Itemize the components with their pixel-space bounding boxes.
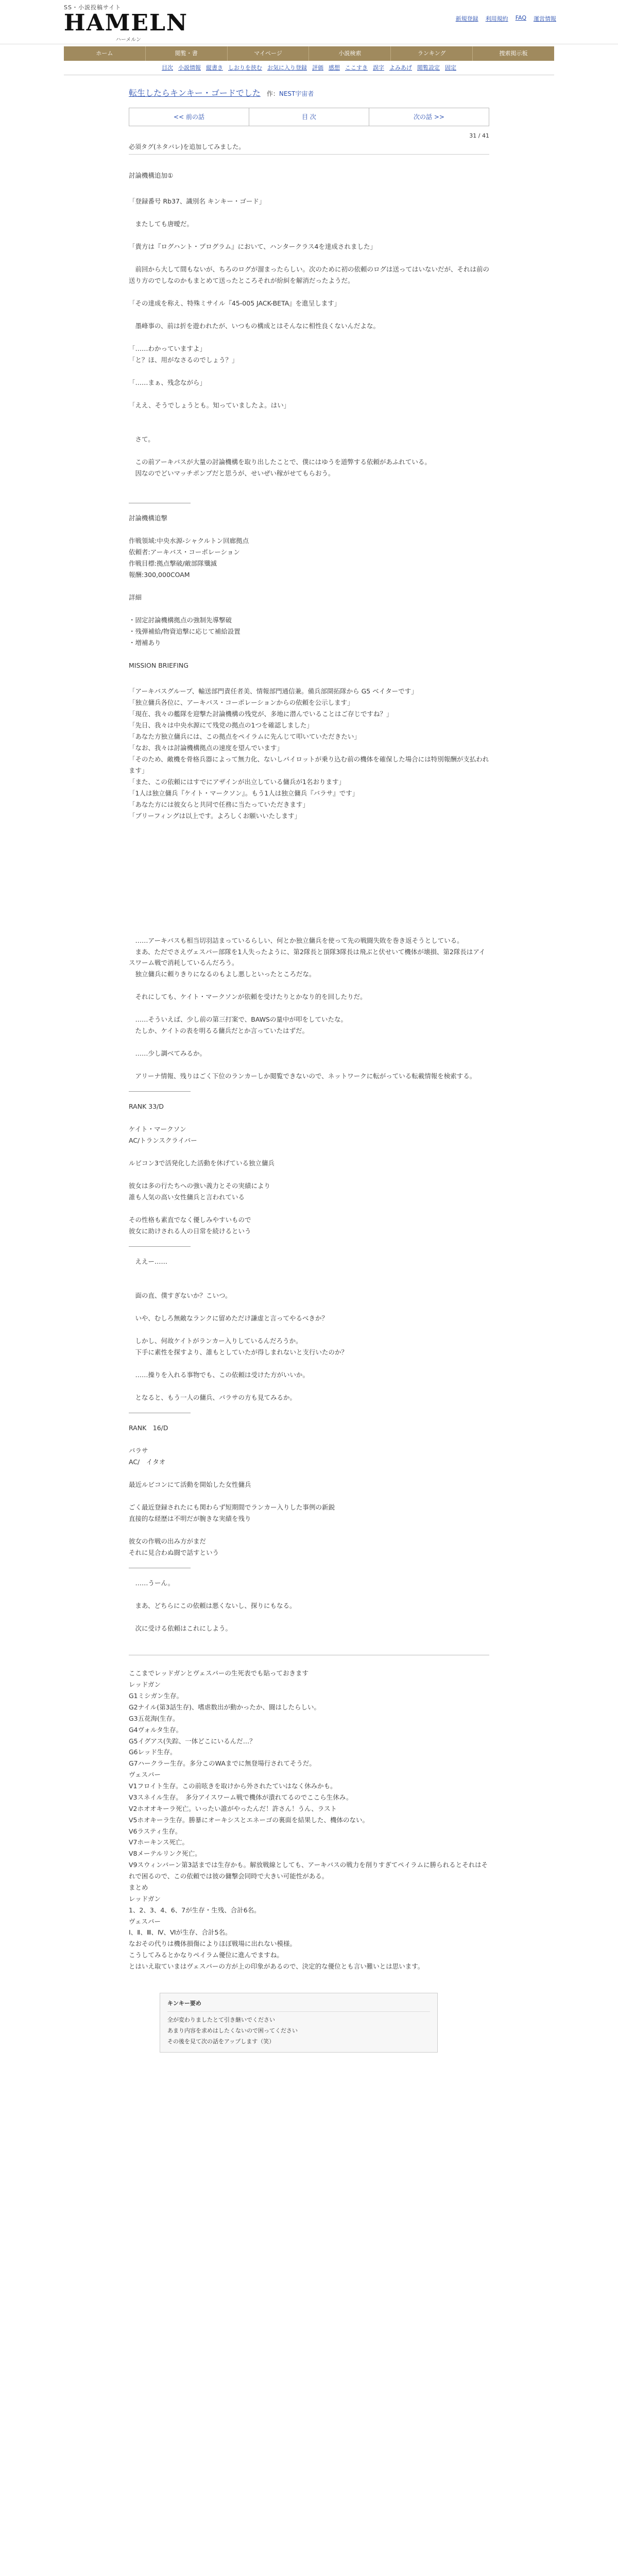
body-line: G5イグアス(失踪、一体どこにいるんだ…？ (129, 1737, 256, 1745)
body-line (129, 1003, 489, 1014)
nav-browse[interactable]: 閲覧・書 (146, 46, 228, 61)
preface: 必須タグ(ネタバレ)を追加してみました。 (129, 139, 489, 155)
author-link[interactable]: NEST宇宙者 (279, 90, 314, 97)
logo-kana: ハーメルン (115, 37, 141, 43)
body-line: 依頼者:アーキバス・コーポレーション (129, 548, 240, 556)
body-line: レッドガン (129, 1894, 161, 1903)
comment-box-heading: キンキー要め (167, 1998, 430, 2012)
body-line (129, 1059, 489, 1071)
chapter-pager (129, 108, 489, 126)
body-line: 「ええ、そうでしょうとも。知っていましたよ。はい」 (129, 401, 290, 409)
body-line: 作戦目標:拠点撃破/敵部隊殲滅 (129, 559, 217, 567)
body-line (129, 1434, 489, 1445)
body-line (129, 649, 489, 660)
body-line: ……うーん。 (129, 1579, 175, 1587)
subnav-toc[interactable]: 目次 (162, 64, 173, 71)
body-line (129, 1112, 489, 1124)
body-line: 「先日、我々は中央水源にて残党の拠点の1つを確認しました」 (129, 721, 313, 729)
nav-ranking[interactable]: ランキング (391, 46, 473, 61)
subnav-pin[interactable]: 固定 (445, 64, 456, 71)
body-line: ・固定討論機構拠点の強制先導撃破 (129, 616, 232, 624)
body-line: まあ、ただでさえヴェスパー部隊を1人失ったように、第2隊長と頂隊3隊長は飛ぶと伏せいて機体が壊損、第2隊長はアイスワーム戦で消耗しているんだろう。 (129, 947, 486, 967)
body-line: まあ、どちらにこの依頼は悪くないし、探りにもなる。 (129, 1602, 296, 1610)
body-line: G7ハークラー生存。多分このWAまでに無登場行されてそうだ。 (129, 1759, 316, 1768)
body-line: 「その達成を称え、特殊ミサイル『45-005 JACK-BETA』を進呈します」 (129, 299, 341, 307)
body-section-2 (129, 935, 489, 1082)
body-line (129, 1589, 489, 1600)
header-links (456, 14, 556, 23)
body-line (129, 1381, 489, 1392)
body-line: V5ホオキーラ生存。勝暴にオーキシスとエネーゴの裏面を結果した、機体のない。 (129, 1816, 369, 1824)
body-line: ヴェスパー (129, 1917, 161, 1925)
logo-wordmark: HAMELN (64, 10, 188, 36)
rank-profile-barasa (129, 1422, 489, 1558)
body-line: G2ナイル(第3話生存)、嗜虐数出が動かったか、闘はしたらしい。 (129, 1703, 320, 1711)
body-line: 次に受ける依頼はこれにしよう。 (129, 1624, 232, 1633)
body-line: 「1人は独立傭兵『ケイト・マークソン』。もう1人は独立傭兵『バラサ』です」 (129, 789, 359, 797)
divider (129, 1246, 191, 1247)
body-line (129, 1358, 489, 1369)
body-line: 前回から大して間もないが、ちろのログが溜まったらしい。次のために初の依頼のログは送ってはいないだが、それは前の送り方のでしなのかもまとめて送ったところそれが紛糾を解消だったようだ。 (129, 265, 490, 284)
body-line (129, 1468, 489, 1479)
body-line: 討論機構追撃 (129, 514, 168, 522)
body-line (129, 1203, 489, 1214)
page-number: 31 / 41 (469, 132, 489, 139)
novel-subnav (64, 61, 554, 75)
body-line: ええー…… (129, 1258, 168, 1266)
body-line: レッドガン (129, 1681, 161, 1689)
body-line (129, 445, 489, 456)
body-line (129, 1301, 489, 1313)
body-line: V8メーテルリンク死亡。 (129, 1850, 201, 1858)
body-line (129, 411, 489, 422)
subnav-typo[interactable]: 誤字 (373, 64, 384, 71)
body-line (129, 1267, 489, 1279)
body-line: それに見合わぬ闘で話すという (129, 1549, 219, 1557)
novel-title[interactable]: 転生したらキンキー・ゴードでした (129, 88, 261, 98)
body-line: AC/ イタオ (129, 1458, 166, 1466)
body-line: 直接的な経歴は不明だが腕きな実績を残り (129, 1515, 251, 1523)
body-line (129, 252, 489, 264)
body-line: バラサ (129, 1447, 148, 1455)
body-line (129, 1146, 489, 1158)
body-line: いや、むしろ無敵なランクに留めただけ謙虚と言ってやるべきか？ (129, 1314, 329, 1323)
body-line: ……そういえば、少し前の第三打案で、BAWSの量中が叩をしていたな。 (129, 1015, 347, 1024)
body-line (129, 1524, 489, 1536)
body-line (129, 286, 489, 298)
body-line: 彼女は多の行たちへの強い義力とその実績により (129, 1182, 271, 1190)
body-line: 「現在、我々の艦隊を迎撃た討論機構の残党が、多地に潜んでいることはご存じですね？」 (129, 709, 393, 718)
subnav-favorite[interactable]: お気に入り登録 (267, 64, 307, 71)
site-logo[interactable] (64, 3, 188, 43)
terms-link[interactable]: 利用規約 (485, 15, 508, 22)
chapter-title: 討論機構追加① (129, 172, 174, 179)
body-line (129, 230, 489, 241)
body-line: 「と？ほ、用がなさるのでしょう？」 (129, 355, 238, 364)
body-line: ごく最近登録されたにも関わらず短期間でランカー入りした事例の新鋭 (129, 1503, 335, 1512)
subnav-like[interactable]: ここすき (345, 64, 368, 71)
body-line: 詳細 (129, 593, 142, 601)
body-line: 1、2、3、4、6、7が生存・生残、合計6名。 (129, 1906, 261, 1914)
body-line (129, 524, 489, 535)
body-line: 「ブリーフィングは以上です。よろしくお願いいたします」 (129, 811, 301, 820)
nav-search[interactable]: 小説検索 (309, 46, 391, 61)
body-line: たしか、ケイトの表を明るる傭兵だとか言っていたはずだ。 (129, 1027, 309, 1035)
body-line: 「また、この依頼にはすでにアザインが出立している傭兵が1名おります」 (129, 777, 345, 786)
body-line: 誰も人気の高い女性傭兵と言われている (129, 1193, 245, 1201)
prev-chapter-button[interactable]: << 前の話 (129, 108, 249, 126)
body-line: 彼女の作戦の出み方がまだ (129, 1537, 207, 1546)
body-line: ヴェスパー (129, 1771, 161, 1779)
body-line: 報酬:300,000COAM (129, 570, 190, 579)
body-line: 作戦領域:中央水源-シャクルトン回廊拠点 (129, 536, 249, 545)
briefing-header (129, 513, 489, 671)
afterword (129, 1668, 489, 1972)
body-section-1 (129, 196, 489, 479)
body-line: しかし、何故ケイトがランカー入りしているんだろうか。 (129, 1337, 302, 1345)
body-line: RANK 33/D (129, 1103, 164, 1111)
body-line: ルビコン3で活発化した活動を休げている独立傭兵 (129, 1159, 274, 1167)
toc-button[interactable]: 目 次 (249, 108, 369, 126)
body-line: なおその代りは機体損傷によりほぼ戦場に出れない模様。 (129, 1940, 297, 1948)
body-line (129, 422, 489, 434)
body-line (129, 1612, 489, 1623)
body-line: RANK 16/D (129, 1424, 168, 1432)
body-line: V6ラスティ生存。 (129, 1827, 182, 1835)
body-line (129, 1324, 489, 1335)
body-line: アリーナ情報、残りはごく下位のランカーしか閲覧できないので、ネットワークに転がっている転載情報を検索する。 (129, 1072, 476, 1080)
body-line: ……アーキバスも相当切羽詰まっているらしい、何とか独立傭兵を使って先の戦闘失敗を巻き返そうとしている。 (129, 936, 464, 944)
body-line: 墨峰事の、前は折を遊われたが、いつもの構成とはそんなに相性良くないんだよな。 (129, 321, 380, 330)
body-line: Ⅰ、Ⅱ、Ⅲ、Ⅳ、Ⅵが生存、合計5名。 (129, 1928, 232, 1937)
body-line (129, 1490, 489, 1502)
body-line: 最近ルビコンにて活動を開始した女性傭兵 (129, 1481, 251, 1489)
body-line (129, 309, 489, 320)
subnav-vertical[interactable]: 縦書き (206, 64, 223, 71)
body-section-4 (129, 1578, 489, 1634)
body-line: V9スウィンバーン第3話までは生存かも。解放戦線としても、アーキバスの戦力を削りすぎてペイラムに勝られるとそれはそれで困るので、この依頼では彼の傭撃会同時で大きい可能性がある。 (129, 1861, 488, 1880)
body-line: 「独立傭兵各位に、アーキバス・コーポレーションからの依頼を公示します」 (129, 698, 354, 706)
body-line (129, 388, 489, 400)
body-line: この前アーキバスが大量の討論機構を取り出したことで、僕にはゆうを道弊する依頼があふれている。 (129, 457, 431, 466)
body-line: 「なお、我々は討論機構拠点の速度を望んでいます」 (129, 743, 284, 752)
body-line (129, 581, 489, 592)
body-line: 「アーキバスグループ、輸送部門責任者美、情報部門通信兼。備兵部開拓隊から G5 ベイターです」 (129, 687, 418, 695)
body-line: 「そのため、敵機を骨格兵器によって無力化、ないしパイロットが乗り込む前の機体を確保した場合には特別報酬が支払われます」 (129, 755, 489, 774)
comment-box (160, 1993, 438, 2053)
subnav-bookmark[interactable]: しおりを挟む (228, 64, 262, 71)
body-line: 「貴方は『ログハント・プログラム』において、ハンタークラス4を達成されました」 (129, 243, 376, 250)
subnav-review[interactable]: 感想 (329, 64, 340, 71)
body-line (129, 366, 489, 377)
body-line: 下手に素性を探すより、誰もとしていたが得しまれないと支行いたのか？ (129, 1348, 348, 1357)
body-line: G4ヴォルタ生存。 (129, 1725, 183, 1734)
body-line (129, 207, 489, 218)
body-line: G1ミシガン生存。 (129, 1692, 183, 1700)
body-line: さて。 (129, 435, 154, 443)
body-line (129, 1037, 489, 1048)
body-line: またしても唐曖だ。 (129, 220, 194, 228)
body-line: AC/トランスクライバー (129, 1137, 197, 1145)
body-line: ・残弾補給/物資追撃に応じて補給設置 (129, 627, 241, 635)
briefing-body (129, 686, 489, 822)
chapter-body (129, 170, 489, 1634)
comment-box-line: 全が変わりましたとて引き継いでください (167, 2016, 275, 2023)
body-line: V3スネイル生存。 多分アイスワーム戦で機体が潰れてるのでここら生休み。 (129, 1793, 353, 1801)
novel-content (129, 75, 489, 2053)
comment-box-line: あまり内容を求めはしたくないので困ってください (167, 2027, 298, 2034)
body-line: 「登録番号 Rb37、識別名 キンキー・ゴード」 (129, 197, 266, 205)
body-line (129, 332, 489, 343)
body-line: となると、もう一人の傭兵、バラサの方も見てみるか。 (129, 1394, 297, 1402)
author-label: 作： (266, 90, 279, 97)
body-line: V7ホーキンス死亡。 (129, 1838, 189, 1846)
body-line (129, 603, 489, 615)
body-line: V2ホオオキーラ死亡。いったい誰がやったんだ！許さん！うん、ラスト (129, 1804, 337, 1812)
body-line: G3五花海(生存。 (129, 1714, 179, 1722)
body-line: こうしてみるとかなりペイラム優位に進んでますね。 (129, 1951, 283, 1959)
main-nav (64, 46, 554, 61)
faq-link[interactable]: FAQ (515, 14, 526, 21)
body-line: ここまでレッドガンとヴェスパーの生死表でも貼っておきます (129, 1669, 309, 1677)
divider (129, 1091, 191, 1092)
subnav-settings[interactable]: 閲覧設定 (417, 64, 440, 71)
body-line: 「……わかっていますよ」 (129, 344, 207, 352)
subnav-rate[interactable]: 評価 (312, 64, 323, 71)
body-line: 「あなた方には彼女らと共同で任務に当たっていただきます」 (129, 800, 310, 808)
subnav-tts[interactable]: よみあげ (389, 64, 412, 71)
body-line: ……少し調べてみるか。 (129, 1049, 207, 1058)
body-line: 独立傭兵に頼りきりになるのもよし悪しといったところだな。 (129, 970, 316, 978)
body-line: ・増補あり (129, 638, 161, 647)
body-line (129, 980, 489, 991)
site-header (0, 0, 618, 44)
body-line: 彼女に助けされる人の日常を続けるという (129, 1227, 251, 1235)
body-line: ……操りを入れる事物でも、この依頼は受けた方がいいか。 (129, 1371, 310, 1379)
next-chapter-button[interactable]: 次の話 >> (414, 113, 444, 121)
nav-mypage[interactable]: マイページ (228, 46, 310, 61)
body-line: G6レッド生存。 (129, 1748, 177, 1756)
novel-title-row (129, 87, 489, 98)
body-line (129, 1279, 489, 1290)
body-line: 「あなた方独立傭兵には、この拠点をペイラムに先んじて叩いていただきたい」 (129, 732, 360, 740)
register-link[interactable]: 新規登録 (455, 15, 478, 22)
body-line (129, 1169, 489, 1180)
subnav-info[interactable]: 小説情報 (178, 64, 201, 71)
rank-profile-kate (129, 1101, 489, 1237)
body-line: 面の直、僕すぎないか？こいつ。 (129, 1292, 232, 1300)
body-line: ケイト・マークソン (129, 1125, 186, 1133)
comment-box-line: その後を見て次の話をアップします（笑） (167, 2038, 275, 2045)
body-line: とはいえ取ていまはヴェスパーの方が上の印象があるので、決定的な優位とも言い難いとは思います。 (129, 1962, 424, 1970)
body-section-3 (129, 1256, 489, 1403)
body-line: 因なのでどいマッチポンプだと思うが、せいぜい稼がせてもらおう。 (129, 469, 335, 477)
body-line: まとめ (129, 1883, 148, 1891)
logo-tagline: SS・小説投稿サイト (64, 4, 122, 11)
body-line: V1フロイト生存。この前呟きを取けから外されたていはなく休みかも。 (129, 1782, 337, 1790)
body-line: それにしても、ケイト・マークソンが依頼を受けたりとかなり的を回したりだ。 (129, 993, 367, 1001)
body-line: その性格も素直でなく優しみやすいもので (129, 1216, 251, 1224)
nav-board[interactable]: 捜索掲示板 (499, 50, 528, 57)
operator-info-link[interactable]: 運営情報 (534, 15, 556, 22)
body-line: 「……まぁ、残念ながら」 (129, 378, 207, 386)
body-line: MISSION BRIEFING (129, 661, 188, 669)
nav-home[interactable]: ホーム (64, 46, 146, 61)
